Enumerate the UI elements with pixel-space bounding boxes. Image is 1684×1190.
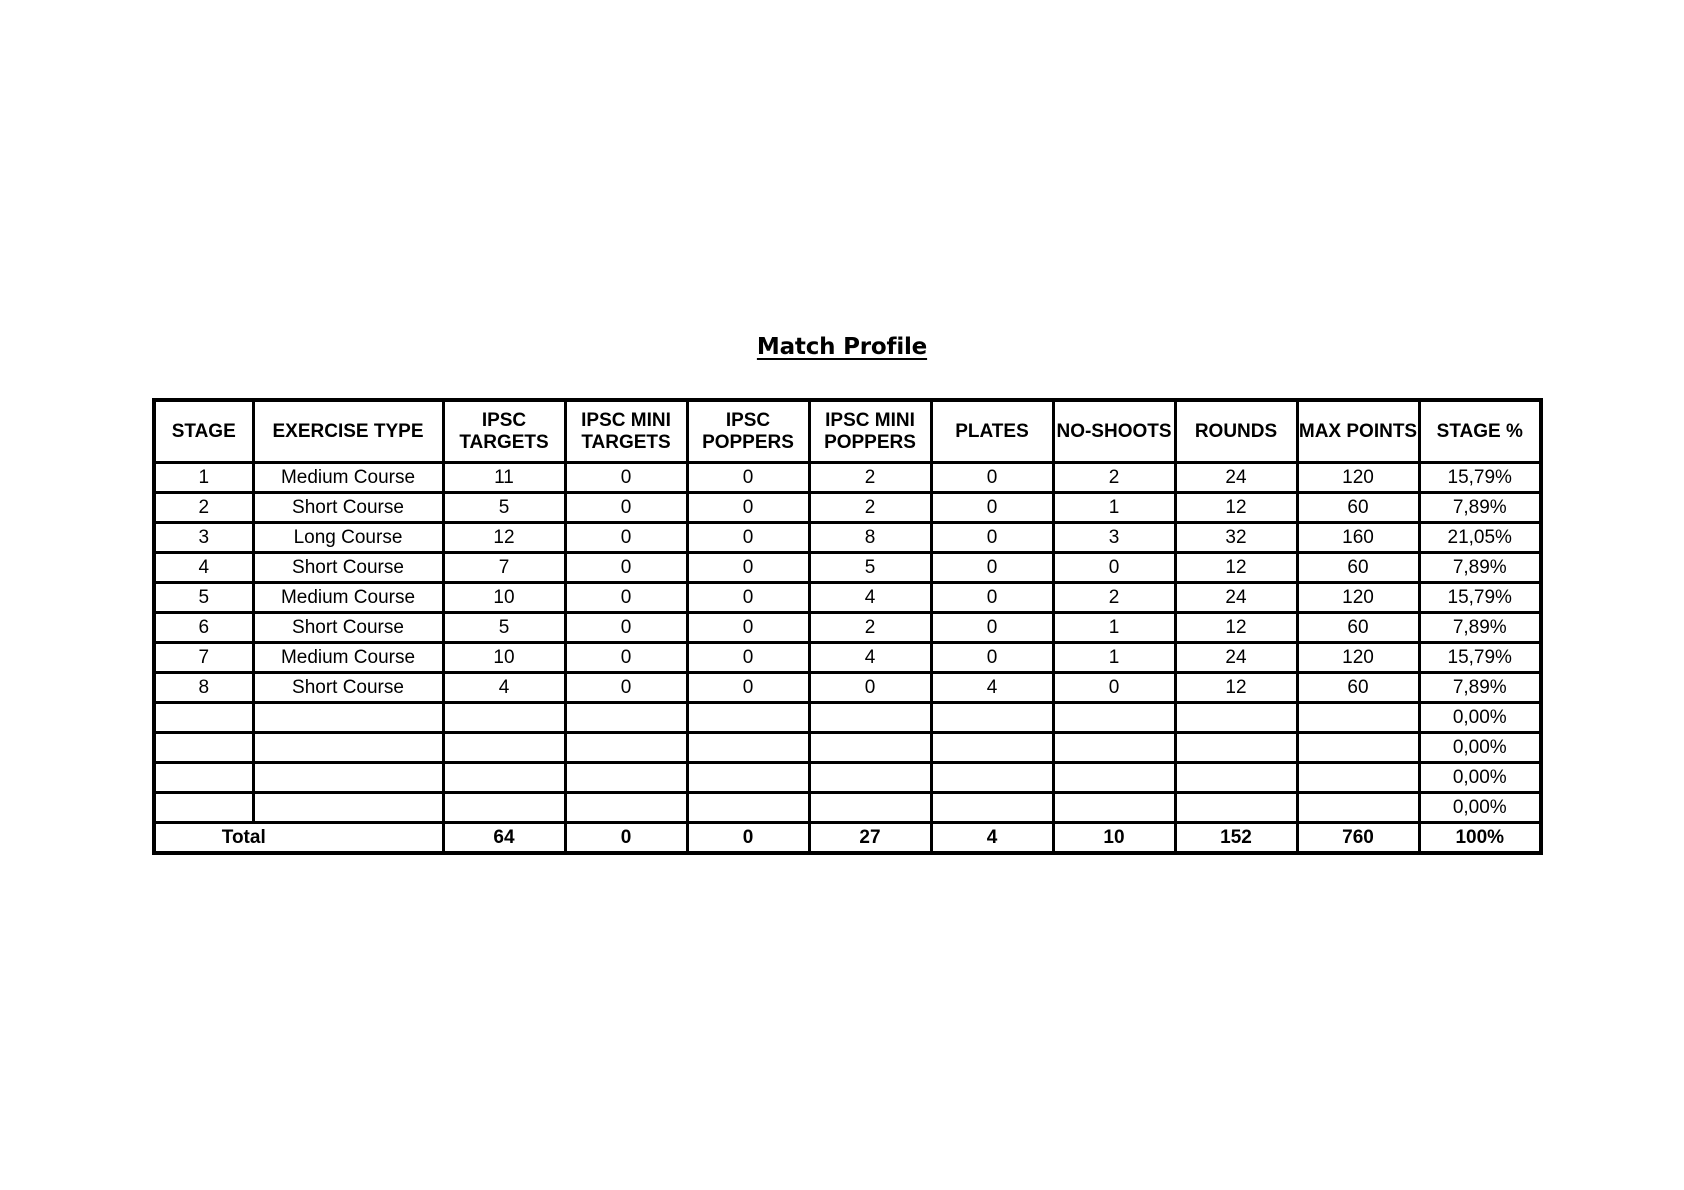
table-cell: 0 (809, 673, 931, 703)
column-header: IPSC MINI POPPERS (809, 400, 931, 463)
table-cell: 0 (687, 613, 809, 643)
table-row (154, 763, 1541, 793)
table-cell: 1 (1053, 493, 1175, 523)
table-cell: 4 (809, 643, 931, 673)
table-cell: Medium Course (253, 643, 443, 673)
table-cell: 4 (443, 673, 565, 703)
table-cell: 0,00% (1419, 763, 1541, 793)
total-label: Total (221, 826, 266, 848)
table-row (154, 703, 1541, 733)
table-cell: 8 (154, 673, 253, 703)
table-cell: Long Course (253, 523, 443, 553)
table-cell (443, 703, 565, 733)
table-cell: 12 (1175, 613, 1297, 643)
table-cell (1175, 703, 1297, 733)
table-cell (565, 733, 687, 763)
total-cell: 64 (443, 823, 565, 854)
table-row (154, 583, 1541, 613)
column-header: STAGE (154, 400, 253, 463)
table-cell: 0 (565, 553, 687, 583)
table-cell (443, 733, 565, 763)
column-header: NO-SHOOTS (1053, 400, 1175, 463)
table-cell (443, 793, 565, 823)
table-cell: 2 (154, 493, 253, 523)
table-cell (565, 703, 687, 733)
table-cell: 1 (154, 463, 253, 493)
table-cell: 0 (565, 673, 687, 703)
table-cell (931, 763, 1053, 793)
table-cell: Medium Course (253, 463, 443, 493)
table-cell (253, 763, 443, 793)
table-cell: 0 (931, 493, 1053, 523)
table-cell: 120 (1297, 463, 1419, 493)
table-cell (1175, 733, 1297, 763)
table-cell: 0,00% (1419, 733, 1541, 763)
table-row (154, 643, 1541, 673)
table-cell: 12 (443, 523, 565, 553)
table-row (154, 793, 1541, 823)
table-cell (809, 733, 931, 763)
table-cell: 7,89% (1419, 673, 1541, 703)
table-cell: 1 (1053, 613, 1175, 643)
table-cell: 32 (1175, 523, 1297, 553)
table-cell (1053, 733, 1175, 763)
table-cell (1297, 763, 1419, 793)
table-cell: 0 (687, 553, 809, 583)
table-cell: 24 (1175, 463, 1297, 493)
table-cell: 4 (154, 553, 253, 583)
table-cell: 5 (809, 553, 931, 583)
table-cell: 7,89% (1419, 493, 1541, 523)
table-cell: 7,89% (1419, 553, 1541, 583)
table-cell: 0 (931, 613, 1053, 643)
table-cell (565, 763, 687, 793)
table-cell (565, 793, 687, 823)
table-cell: 60 (1297, 553, 1419, 583)
table-cell: 5 (154, 583, 253, 613)
table-cell: 1 (1053, 643, 1175, 673)
column-header: MAX POINTS (1297, 400, 1419, 463)
table-cell: 0 (565, 523, 687, 553)
table-cell: 0 (1053, 553, 1175, 583)
table-cell: 3 (1053, 523, 1175, 553)
table-cell: 12 (1175, 673, 1297, 703)
table-cell: 0 (565, 613, 687, 643)
table-row (154, 463, 1541, 493)
table-cell: 21,05% (1419, 523, 1541, 553)
table-row (154, 673, 1541, 703)
table-cell: 0 (931, 643, 1053, 673)
table-cell: Short Course (253, 553, 443, 583)
table-cell (687, 763, 809, 793)
table-cell: 0 (565, 583, 687, 613)
total-cell: 10 (1053, 823, 1175, 854)
table-cell: 5 (443, 493, 565, 523)
table-cell: 0 (687, 493, 809, 523)
table-cell: 120 (1297, 643, 1419, 673)
table-cell: 7 (443, 553, 565, 583)
table-cell (1053, 793, 1175, 823)
table-cell: 12 (1175, 493, 1297, 523)
table-cell: 2 (1053, 463, 1175, 493)
column-header: IPSC POPPERS (687, 400, 809, 463)
table-cell: Short Course (253, 613, 443, 643)
table-cell: 0 (565, 463, 687, 493)
table-row (154, 553, 1541, 583)
table-cell (809, 703, 931, 733)
table-cell (687, 703, 809, 733)
table-cell: 15,79% (1419, 643, 1541, 673)
table-cell (931, 793, 1053, 823)
table-cell (253, 793, 443, 823)
table-cell: 10 (443, 643, 565, 673)
match-profile-table (152, 398, 1543, 855)
table-cell: 0 (687, 523, 809, 553)
table-cell: 7 (154, 643, 253, 673)
table-cell: 0 (931, 553, 1053, 583)
table-cell (687, 733, 809, 763)
total-cell: 0 (687, 823, 809, 854)
table-cell: 0 (687, 673, 809, 703)
column-header: STAGE % (1419, 400, 1541, 463)
table-cell: 10 (443, 583, 565, 613)
table-cell (154, 793, 253, 823)
table-cell: 0 (687, 463, 809, 493)
table-cell: 12 (1175, 553, 1297, 583)
table-cell: Medium Course (253, 583, 443, 613)
table-cell: 4 (931, 673, 1053, 703)
table-cell (154, 763, 253, 793)
total-row (154, 823, 1541, 854)
table-cell: 0 (565, 643, 687, 673)
table-cell: 2 (809, 493, 931, 523)
table-cell (1053, 703, 1175, 733)
table-cell: 0,00% (1419, 793, 1541, 823)
table-cell: 2 (1053, 583, 1175, 613)
table-cell: 5 (443, 613, 565, 643)
table-row (154, 733, 1541, 763)
table-cell (1175, 763, 1297, 793)
table-cell (931, 703, 1053, 733)
table-cell: 2 (809, 463, 931, 493)
table-cell (1297, 703, 1419, 733)
column-header: EXERCISE TYPE (253, 400, 443, 463)
total-cell: 4 (931, 823, 1053, 854)
total-cell: 760 (1297, 823, 1419, 854)
table-cell: 0 (687, 583, 809, 613)
column-header: IPSC TARGETS (443, 400, 565, 463)
table-cell (154, 703, 253, 733)
table-cell: 0,00% (1419, 703, 1541, 733)
table-cell: 24 (1175, 583, 1297, 613)
table-cell (687, 793, 809, 823)
table-cell (1297, 793, 1419, 823)
table-cell (931, 733, 1053, 763)
table-cell: 0 (687, 643, 809, 673)
total-cell: 152 (1175, 823, 1297, 854)
table-cell (809, 793, 931, 823)
column-header: IPSC MINI TARGETS (565, 400, 687, 463)
table-cell: 11 (443, 463, 565, 493)
table-cell: Short Course (253, 493, 443, 523)
table-cell: Short Course (253, 673, 443, 703)
table-cell (809, 763, 931, 793)
table-row (154, 523, 1541, 553)
table-cell (154, 733, 253, 763)
table-cell (1175, 793, 1297, 823)
table-cell: 4 (809, 583, 931, 613)
table-cell: 3 (154, 523, 253, 553)
table-cell: 0 (931, 463, 1053, 493)
table-cell: 15,79% (1419, 463, 1541, 493)
table-cell: 120 (1297, 583, 1419, 613)
table-cell: 6 (154, 613, 253, 643)
table-cell: 0 (931, 523, 1053, 553)
total-label-cell (154, 823, 443, 854)
total-cell: 0 (565, 823, 687, 854)
table-cell: 60 (1297, 493, 1419, 523)
table-body (154, 463, 1541, 854)
table-header-row (154, 400, 1541, 463)
table-cell (253, 733, 443, 763)
table-cell: 24 (1175, 643, 1297, 673)
table-cell: 2 (809, 613, 931, 643)
table-cell: 8 (809, 523, 931, 553)
table-cell: 0 (931, 583, 1053, 613)
column-header: PLATES (931, 400, 1053, 463)
table-cell (1297, 733, 1419, 763)
table-row (154, 613, 1541, 643)
table-cell (443, 763, 565, 793)
table-cell (253, 703, 443, 733)
table-cell: 7,89% (1419, 613, 1541, 643)
table-cell: 60 (1297, 613, 1419, 643)
table-cell: 60 (1297, 673, 1419, 703)
table-cell: 0 (1053, 673, 1175, 703)
table-cell: 0 (565, 493, 687, 523)
total-cell: 27 (809, 823, 931, 854)
table-cell: 160 (1297, 523, 1419, 553)
page-title: Match Profile (756, 334, 928, 360)
table-cell (1053, 763, 1175, 793)
column-header: ROUNDS (1175, 400, 1297, 463)
table-row (154, 493, 1541, 523)
total-cell: 100% (1419, 823, 1541, 854)
table-cell: 15,79% (1419, 583, 1541, 613)
